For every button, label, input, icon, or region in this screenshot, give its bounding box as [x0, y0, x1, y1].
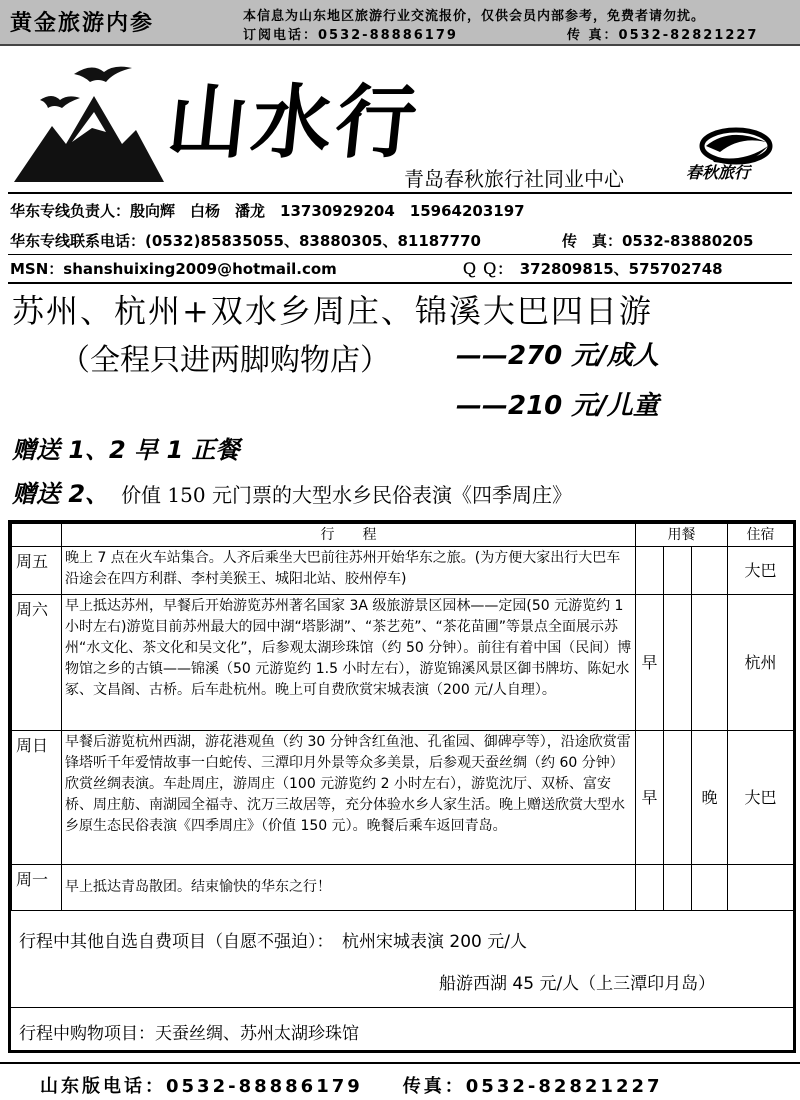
footer-fax: 传真：0532-82821227 — [402, 1076, 663, 1097]
breakfast-cell: 早 — [636, 595, 664, 731]
agency-name: 青岛春秋旅行社同业中心 — [404, 167, 624, 191]
day-label: 周一 — [12, 865, 62, 911]
shopping-items: 行程中购物项目：天蚕丝绸、苏州太湖珍珠馆 — [19, 1024, 359, 1044]
day-label: 周五 — [12, 547, 62, 595]
lunch-cell — [664, 547, 692, 595]
shopping-section — [11, 1009, 793, 1049]
lunch-cell — [664, 865, 692, 911]
gift-two — [12, 474, 572, 509]
day-desc: 早餐后游览杭州西湖，游花港观鱼（约 30 分钟含红鱼池、孔雀园、御碑亭等），沿途欣赏雷锋塔听千年爱情故事一白蛇传、三潭印月外景等众多美景，后参观天蚕丝绸（约 60 分钟）欣赏丝绸表演。车赴周庄，游周庄（100 元游览约 2 小时左右），游览沈厅、双桥、富安桥、周庄舫、南湖园全福寺、沈万三故居等，充分体验水乡人家生活。晚上赠送欣赏大型水乡原生态民俗表演《四季周庄》（价值 150 元）。晚餐后乘车返回青岛。 — [62, 731, 636, 865]
divider — [8, 254, 792, 255]
tour-subtitle: （全程只进两脚购物店） — [60, 343, 390, 378]
msn-qq-row — [10, 258, 790, 278]
header-itinerary: 行 程 — [62, 524, 636, 547]
mountain-birds-logo-icon — [14, 60, 164, 190]
leaders-line: 华东专线负责人：殷向辉 白杨 潘龙 13730929204 15964203197 — [10, 202, 525, 220]
table-header-row — [12, 524, 794, 547]
dinner-cell: 晚 — [692, 731, 728, 865]
publication-title: 黄金旅游内参 — [10, 11, 155, 36]
msn-account[interactable]: MSN：shanshuixing2009@hotmail.com — [10, 260, 337, 278]
stay-cell: 大巴 — [728, 731, 794, 865]
table-row — [12, 731, 794, 865]
contact-phone: 华东专线联系电话：(0532)85835055、83880305、81187770 — [10, 232, 481, 250]
qq-numbers: Ｑ Ｑ： 372809815、575702748 — [462, 260, 723, 278]
day-label: 周日 — [12, 731, 62, 865]
optional-items-section — [11, 915, 793, 1008]
price-child: ——210 元/儿童 — [456, 391, 659, 421]
table-row — [12, 865, 794, 911]
footer-phone: 山东版电话：0532-88886179 — [40, 1076, 363, 1097]
header-stay: 住宿 — [728, 524, 794, 547]
dinner-cell — [692, 865, 728, 911]
optional-items-line: 行程中其他自选自费项目（自愿不强迫）： 杭州宋城表演 200 元/人 — [19, 932, 527, 952]
gift-one: 赠送 1、2 早 1 正餐 — [12, 436, 240, 464]
contact-fax: 传 真：0532-83880205 — [562, 232, 754, 250]
stay-cell: 大巴 — [728, 547, 794, 595]
divider — [8, 192, 792, 194]
tour-title: 苏州、杭州+双水乡周庄、锦溪大巴四日游 — [12, 292, 653, 330]
lunch-cell — [664, 731, 692, 865]
dinner-cell — [692, 595, 728, 731]
itinerary-box — [8, 520, 796, 1053]
day-label: 周六 — [12, 595, 62, 731]
brand-mark-text: 春秋旅行 — [686, 163, 751, 182]
footer-contact — [40, 1072, 703, 1098]
breakfast-cell: 早 — [636, 731, 664, 865]
price-adult: ——270 元/成人 — [456, 341, 659, 371]
gift-two-label: 赠送 2、 — [12, 480, 110, 508]
breakfast-cell — [636, 865, 664, 911]
gift-two-text: 价值 150 元门票的大型水乡民俗表演《四季周庄》 — [121, 483, 572, 507]
dinner-cell — [692, 547, 728, 595]
top-banner — [0, 0, 800, 46]
header-meals: 用餐 — [636, 524, 728, 547]
header-fax: 传 真：0532-82821227 — [567, 28, 759, 43]
divider — [0, 1062, 800, 1064]
stay-cell — [728, 865, 794, 911]
contact-phone-row — [10, 230, 790, 250]
day-desc: 早上抵达苏州，早餐后开始游览苏州著名国家 3A 级旅游景区园林——定园(50 元游览约 1 小时左右)游览目前苏州最大的园中湖“塔影湖”、“茶艺苑”、“茶花苗圃”等景点全面展示苏州“水文化、茶文化和吴文化”，后参观太湖珍珠馆（约 50 分钟）。前往有着中国（民间）博物馆之乡的古镇——锦溪（50 元游览约 1.5 小时左右），游览锦溪风景区御书牌坊、陈妃水冢、文昌阁、古桥。后车赴杭州。晚上可自费欣赏宋城表演（200 元/人自理）。 — [62, 595, 636, 731]
lunch-cell — [664, 595, 692, 731]
day-desc: 早上抵达青岛散团。结束愉快的华东之行！ — [62, 865, 636, 911]
stay-cell: 杭州 — [728, 595, 794, 731]
logo-text: 山水行 — [163, 75, 425, 169]
breakfast-cell — [636, 547, 664, 595]
disclaimer-note: 本信息为山东地区旅游行业交流报价，仅供会员内部参考，免费者请勿扰。 — [243, 9, 706, 24]
subscribe-phone: 订阅电话：0532-88886179 — [243, 28, 458, 43]
day-desc: 晚上 7 点在火车站集合。人齐后乘坐大巴前往苏州开始华东之旅。(为方便大家出行大巴车沿途会在四方利群、李村美猴王、城阳北站、胶州停车) — [62, 547, 636, 595]
table-row — [12, 547, 794, 595]
table-row — [12, 595, 794, 731]
optional-items-line2: 船游西湖 45 元/人（上三潭印月岛） — [439, 974, 716, 994]
itinerary-table — [11, 523, 794, 911]
divider — [8, 282, 792, 284]
